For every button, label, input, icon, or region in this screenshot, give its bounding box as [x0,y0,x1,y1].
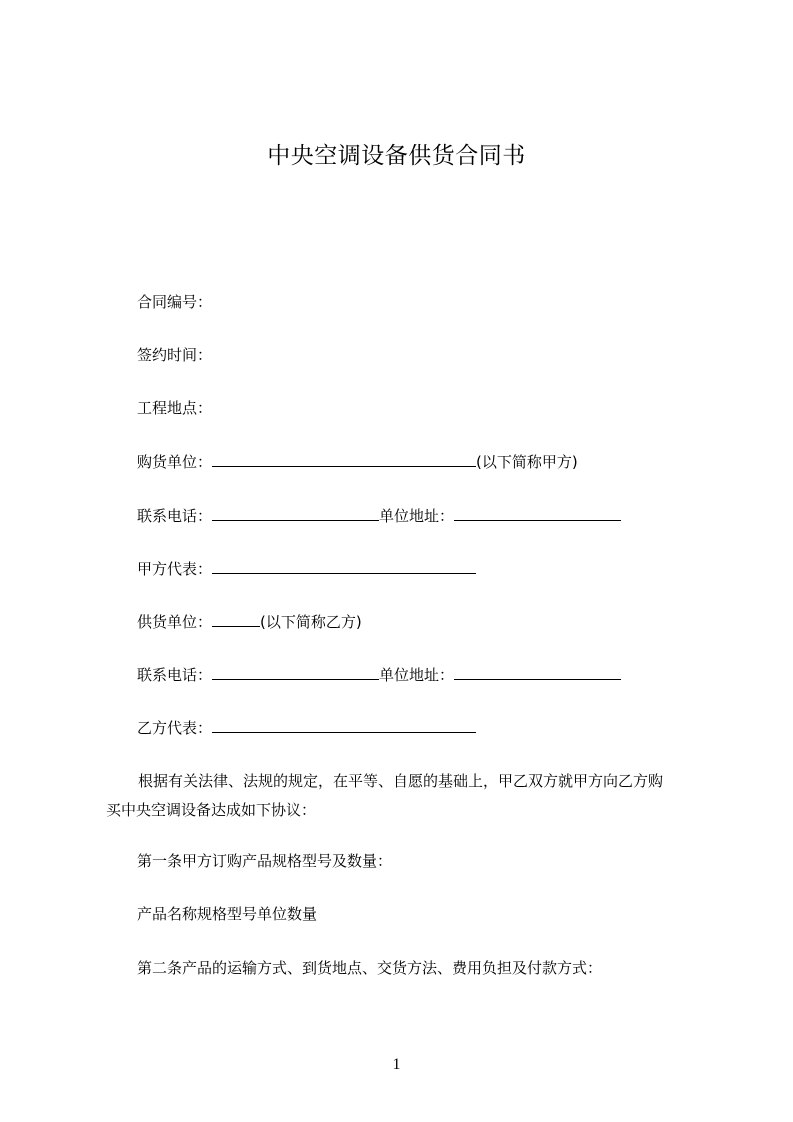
supplier-unit-label: 供货单位： [137,613,213,631]
buyer-address-label: 单位地址： [379,507,455,525]
buyer-unit-suffix: (以下简称甲方) [476,453,578,471]
buyer-address-blank[interactable] [454,505,621,521]
supplier-unit-blank[interactable] [212,611,260,627]
article-1: 第一条甲方订购产品规格型号及数量： [137,852,393,870]
supplier-contact-field [137,664,621,685]
contract-number-field [137,292,212,312]
project-site-field [137,398,212,418]
buyer-phone-label: 联系电话： [137,507,213,525]
buyer-unit-label: 购货单位： [137,453,213,471]
buyer-rep-label: 甲方代表： [137,560,213,578]
intro-line-2: 买中央空调设备达成如下协议： [106,801,317,819]
supplier-rep-field [137,717,476,738]
document-title: 中央空调设备供货合同书 [267,143,526,169]
supplier-unit-field [137,611,362,632]
product-table-header: 产品名称规格型号单位数量 [137,905,318,923]
buyer-contact-field [137,505,621,526]
supplier-phone-blank[interactable] [212,664,379,680]
buyer-rep-blank[interactable] [212,558,476,574]
page-number: 1 [392,1056,401,1073]
intro-paragraph [106,767,706,825]
sign-time-field [137,345,212,365]
buyer-phone-blank[interactable] [212,505,379,521]
supplier-rep-label: 乙方代表： [137,719,213,737]
article-2: 第二条产品的运输方式、到货地点、交货方法、费用负担及付款方式： [137,959,603,977]
buyer-rep-field [137,558,476,579]
project-site-label: 工程地点： [137,399,213,417]
intro-line-1: 根据有关法律、法规的规定，在平等、自愿的基础上，甲乙双方就甲方向乙方购 [138,772,664,790]
buyer-unit-blank[interactable] [212,451,476,467]
sign-time-label: 签约时间： [137,346,213,364]
supplier-phone-label: 联系电话： [137,666,213,684]
supplier-unit-suffix: (以下简称乙方) [260,613,362,631]
supplier-address-blank[interactable] [454,664,621,680]
supplier-rep-blank[interactable] [212,717,476,733]
supplier-address-label: 单位地址： [379,666,455,684]
buyer-unit-field [137,451,578,472]
contract-number-label: 合同编号： [137,293,213,311]
